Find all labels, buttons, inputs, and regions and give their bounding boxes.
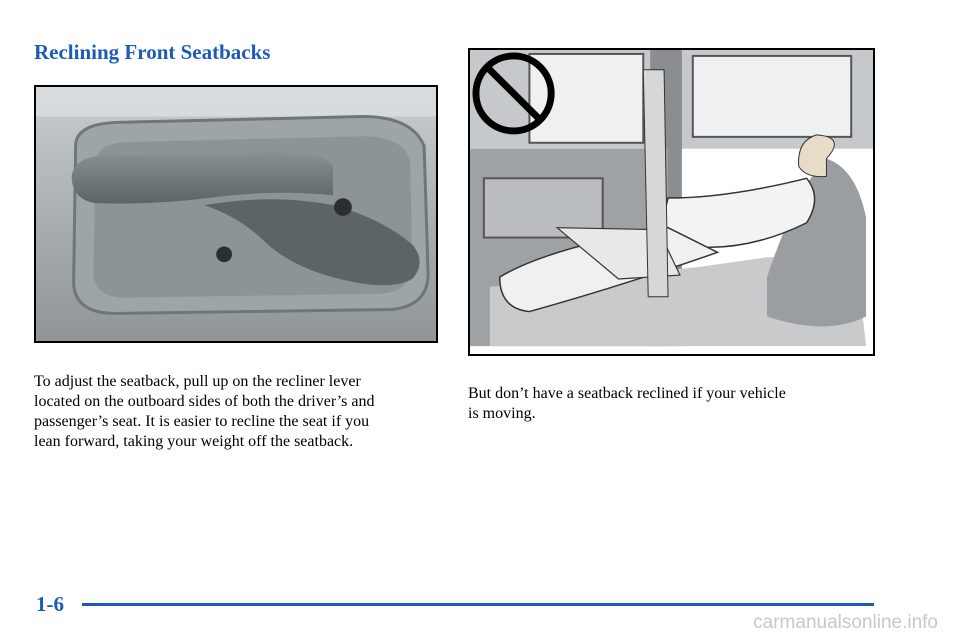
reclined-warning-text: But don’t have a seatback reclined if your vehicle is moving. [468, 385, 786, 422]
recliner-lever-photo [34, 85, 438, 343]
reclined-passenger-illustration [468, 48, 875, 356]
section-heading: Reclining Front Seatbacks [34, 40, 271, 64]
recliner-instructions-text: To adjust the seatback, pull up on the recliner lever located on the outboard sides of both the driver’s and passenger’s seat. It is easier to recline the seat if you lean forward, taking your weight off the seatback. [34, 373, 375, 450]
page-number: 1-6 [36, 592, 64, 616]
footer-rule [82, 603, 874, 606]
watermark: carmanualsonline.info [753, 612, 938, 633]
